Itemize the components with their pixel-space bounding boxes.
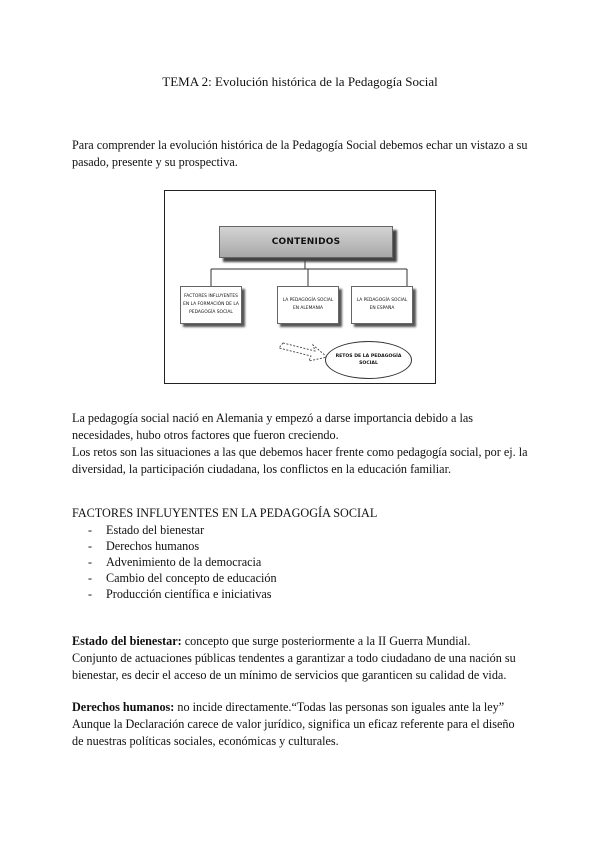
origin-line-2: Los retos son las situaciones a las que debemos hacer frente como pedagogía social, por ej. la diversidad, la participación ciudadana, los conflictos en la educación familiar. [72, 445, 528, 476]
bienestar-def: concepto que surge posteriormente a la II Guerra Mundial. [181, 634, 471, 648]
list-item: - Producción científica e iniciativas [88, 587, 272, 601]
derechos-paragraph [72, 699, 528, 750]
bienestar-term: Estado del bienestar: [72, 634, 182, 648]
list-item: - Derechos humanos [88, 539, 200, 553]
derechos-term: Derechos humanos: [72, 700, 175, 714]
contents-diagram [164, 190, 436, 384]
list-item: - Estado del bienestar [88, 523, 205, 537]
intro-paragraph: Para comprender la evolución histórica de la Pedagogía Social debemos echar un vistazo a su pasado, presente y su prospectiva. [72, 138, 528, 169]
derechos-def: no incide directamente.“Todas las personas son iguales ante la ley” [174, 700, 505, 714]
contents-box: CONTENIDOS [219, 226, 393, 258]
derechos-more: Aunque la Declaración carece de valor jurídico, significa un eficaz referente para el diseño de nuestras políticas sociales, económicas y culturales. [72, 717, 515, 748]
spain-box: LA PEDAGOGÍA SOCIAL EN ESPAÑA [351, 286, 413, 324]
page-title: TEMA 2: Evolución histórica de la Pedagogía Social [162, 74, 438, 89]
dashed-arrow [279, 343, 327, 361]
bienestar-paragraph [72, 633, 528, 684]
list-item: - Cambio del concepto de educación [88, 571, 277, 585]
list-item: - Advenimiento de la democracia [88, 555, 262, 569]
factors-heading: FACTORES INFLUYENTES EN LA PEDAGOGÍA SOCIAL [72, 506, 378, 520]
factors-list [88, 522, 277, 602]
origin-paragraph [72, 410, 528, 478]
factors-box: FACTORES INFLUYENTES EN LA FORMACIÓN DE LA PEDAGOGÍA SOCIAL [180, 286, 242, 324]
germany-box: LA PEDAGOGÍA SOCIAL EN ALEMANIA [277, 286, 339, 324]
bienestar-more: Conjunto de actuaciones públicas tendentes a garantizar a todo ciudadano de una nación su bienestar, es decir el acceso de un mínimo de servicios que garanticen su calidad de vida. [72, 651, 516, 682]
origin-line-1: La pedagogía social nació en Alemania y empezó a darse importancia debido a las necesidades, hubo otros factores que fueron creciendo. [72, 411, 474, 442]
challenges-ellipse: RETOS DE LA PEDAGOGÍA SOCIAL [325, 341, 412, 379]
